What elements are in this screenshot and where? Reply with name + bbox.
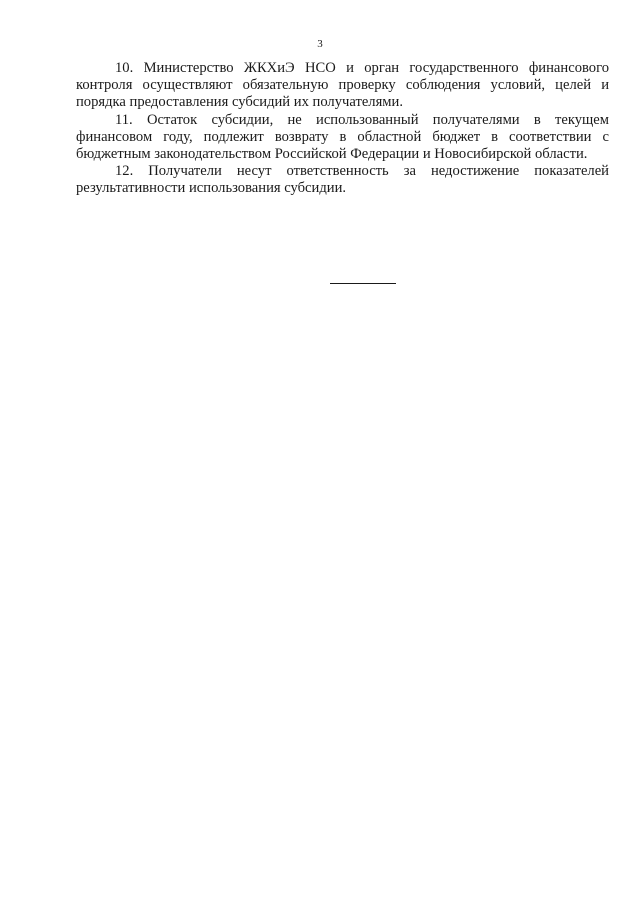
paragraph-text: Министерство ЖКХиЭ НСО и орган государственного финансового контроля осуществляют обязательную проверку соблюдения условий, целей и порядка предоставления субсидий их получателями. bbox=[76, 60, 609, 111]
paragraph-number: 12. bbox=[115, 163, 134, 180]
paragraph-10 bbox=[76, 60, 609, 112]
page-number: 3 bbox=[317, 38, 323, 50]
paragraph-12 bbox=[76, 163, 609, 197]
document-body bbox=[76, 60, 609, 198]
paragraph-text: Получатели несут ответственность за недостижение показателей результативности использования субсидии. bbox=[76, 163, 609, 197]
paragraph-number: 10. bbox=[115, 60, 134, 76]
paragraph-text: Остаток субсидии, не использованный получателями в текущем финансовом году, подлежит возврату в областной бюджет в соответствии с бюджетным законодательством Российской Федерации и Новосибирской области. bbox=[76, 111, 609, 163]
paragraph-number: 11. bbox=[115, 111, 133, 128]
end-divider bbox=[330, 283, 396, 284]
paragraph-11 bbox=[76, 112, 609, 164]
